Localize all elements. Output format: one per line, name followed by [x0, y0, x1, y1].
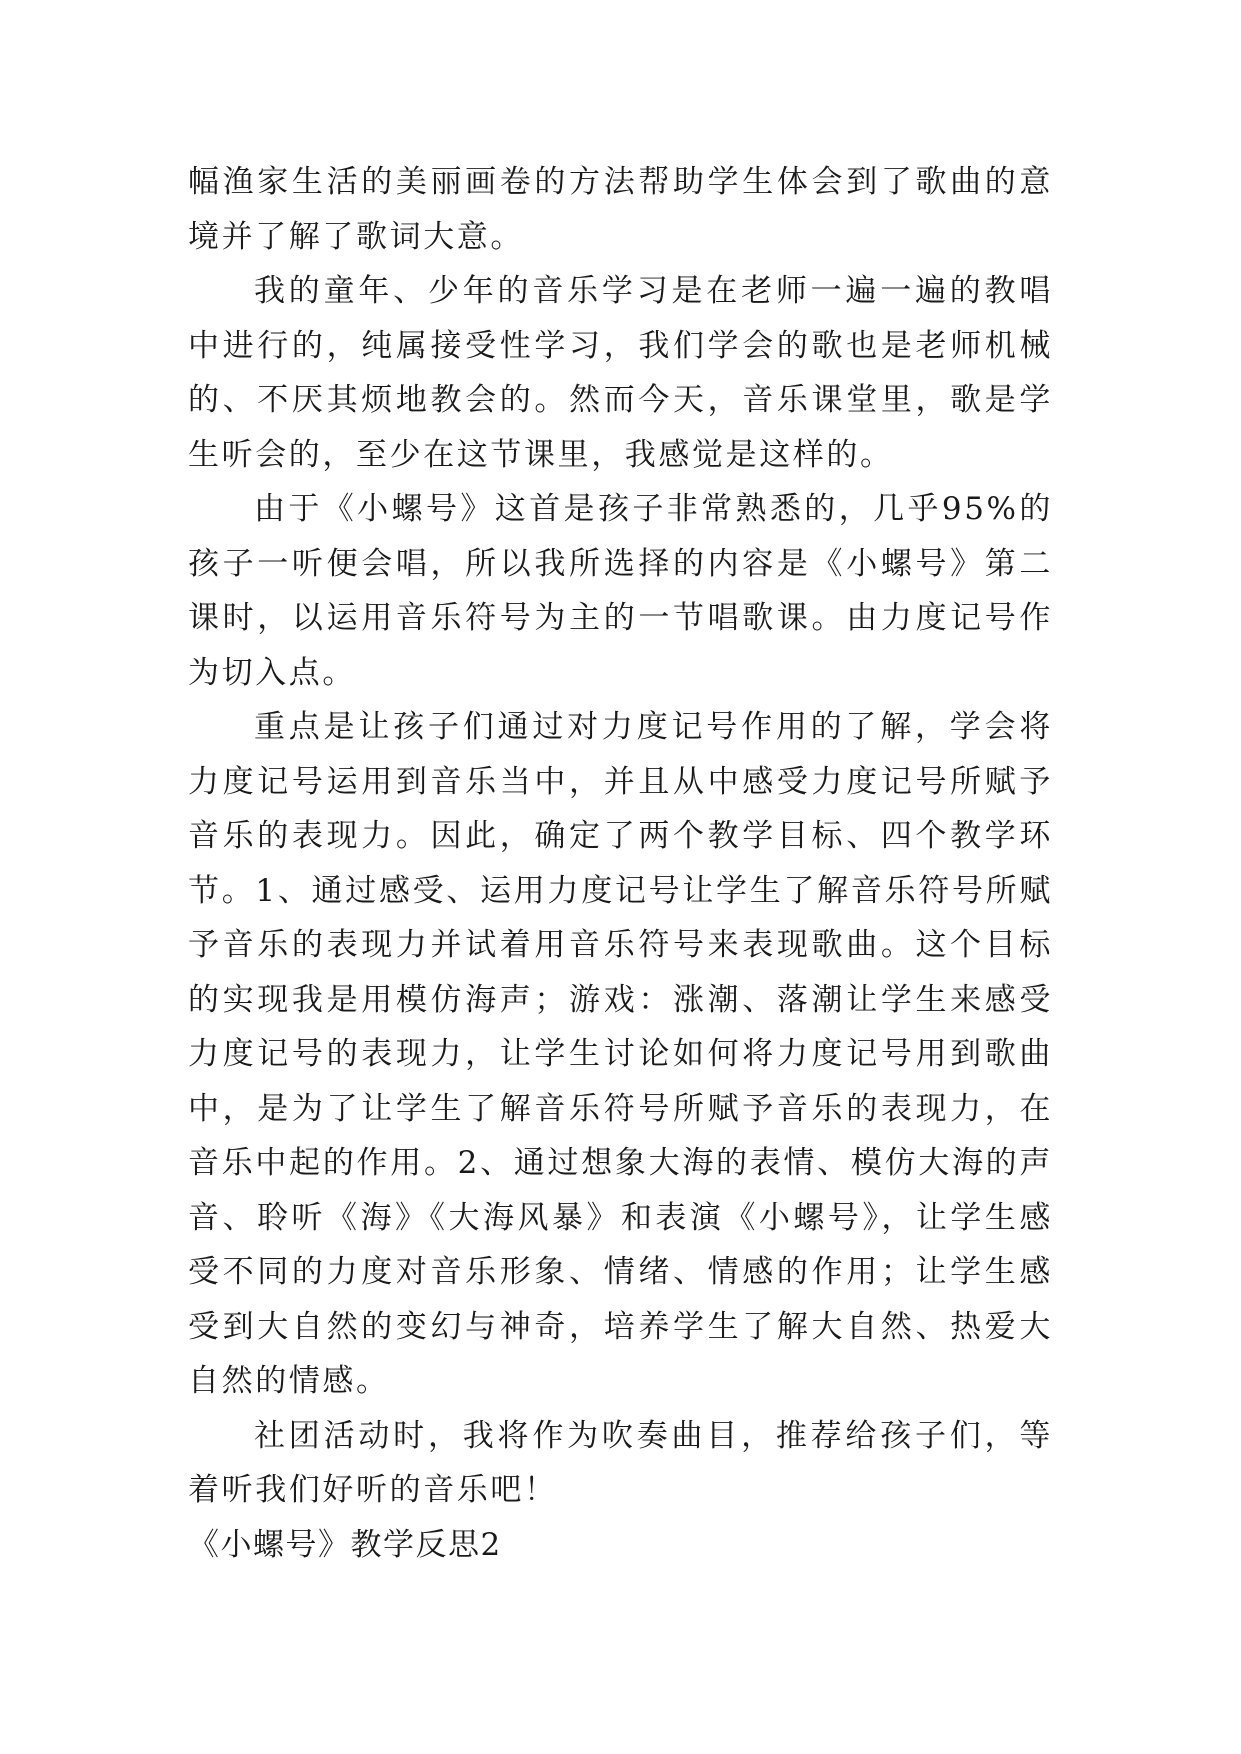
document-body: [188, 155, 1053, 1572]
paragraph-3: 由于《小螺号》这首是孩子非常熟悉的，几乎95%的孩子一听便会唱，所以我所选择的内容是《小螺号》第二课时，以运用音乐符号为主的一节唱歌课。由力度记号作为切入点。: [188, 491, 1053, 691]
paragraph-1: 幅渔家生活的美丽画卷的方法帮助学生体会到了歌曲的意境并了解了歌词大意。: [188, 164, 1053, 255]
paragraph-5: 社团活动时，我将作为吹奏曲目，推荐给孩子们，等着听我们好听的音乐吧！: [188, 1417, 1053, 1508]
section-heading: 《小螺号》教学反思2: [188, 1526, 502, 1563]
paragraph-4: 重点是让孩子们通过对力度记号作用的了解，学会将力度记号运用到音乐当中，并且从中感受力度记号所赋予音乐的表现力。因此，确定了两个教学目标、四个教学环节。1、通过感受、运用力度记号让学生了解音乐符号所赋予音乐的表现力并试着用音乐符号来表现歌曲。这个目标的实现我是用模仿海声；游戏：涨潮、落潮让学生来感受力度记号的表现力，让学生讨论如何将力度记号用到歌曲中，是为了让学生了解音乐符号所赋予音乐的表现力，在音乐中起的作用。2、通过想象大海的表情、模仿大海的声音、聆听《海》《大海风暴》和表演《小螺号》，让学生感受不同的力度对音乐形象、情绪、情感的作用；让学生感受到大自然的变幻与神奇，培养学生了解大自然、热爱大自然的情感。: [188, 709, 1053, 1399]
paragraph-2: 我的童年、少年的音乐学习是在老师一遍一遍的教唱中进行的，纯属接受性学习，我们学会的歌也是老师机械的、不厌其烦地教会的。然而今天，音乐课堂里，歌是学生听会的，至少在这节课里，我感觉是这样的。: [188, 273, 1053, 473]
